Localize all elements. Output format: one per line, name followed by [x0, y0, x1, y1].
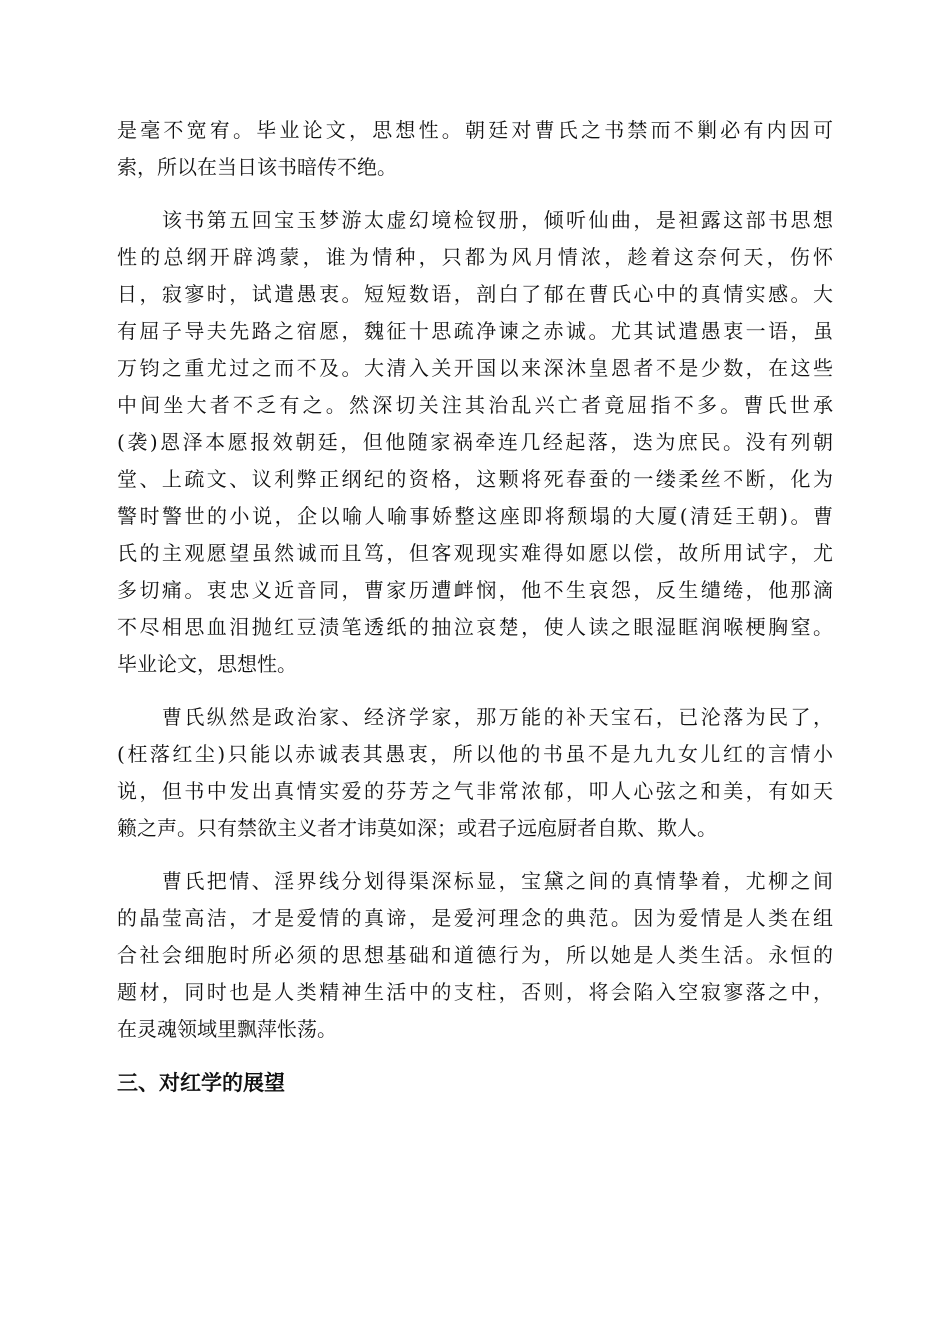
text-line: 不尽相思血泪抛红豆渍笔透纸的抽泣哀楚，使人读之眼湿眶润喉梗胸窒。	[117, 615, 833, 639]
text-line: (枉落红尘)只能以赤诚表其愚衷，所以他的书虽不是九九女儿红的言情小	[117, 742, 833, 766]
text-line: 在灵魂领域里飘萍怅荡。	[117, 1017, 337, 1041]
text-line: 曹氏纵然是政治家、经济学家，那万能的补天宝石，已沦落为民了，	[117, 705, 833, 729]
text-line: 说，但书中发出真情实爱的芬芳之气非常浓郁，叩人心弦之和美，有如天	[117, 779, 833, 803]
text-line: 是毫不宽宥。毕业论文，思想性。朝廷对曹氏之书禁而不剿必有内因可	[117, 118, 833, 142]
text-line: 籁之声。只有禁欲主义者才讳莫如深；或君子远庖厨者自欺、欺人。	[117, 816, 717, 840]
text-line: 氏的主观愿望虽然诚而且笃，但客观现实难得如愿以偿，故所用试字，尤	[117, 541, 833, 565]
text-line: 的晶莹高洁，才是爱情的真谛，是爱河理念的典范。因为爱情是人类在组	[117, 906, 833, 930]
paragraph	[117, 863, 833, 1048]
text-line: 中间坐大者不乏有之。然深切关注其治乱兴亡者竟屈指不多。曹氏世承	[117, 393, 833, 417]
text-line: 合社会细胞时所必须的思想基础和道德行为，所以她是人类生活。永恒的	[117, 943, 833, 967]
paragraph	[117, 112, 833, 186]
text-line: 警时警世的小说，企以喻人喻事娇整这座即将颓塌的大厦(清廷王朝)。曹	[117, 504, 833, 528]
text-line: 多切痛。衷忠义近音同，曹家历遭衅悯，他不生哀怨，反生缱绻，他那滴	[117, 578, 833, 602]
text-line: 性的总纲开辟鸿蒙，谁为情种，只都为风月情浓，趁着这奈何天，伤怀	[117, 245, 833, 269]
document-page	[117, 112, 833, 1101]
text-line: (袭)恩泽本愿报效朝廷，但他随家祸牵连几经起落，迭为庶民。没有列朝	[117, 430, 833, 454]
text-line: 题材，同时也是人类精神生活中的支柱，否则，将会陷入空寂寥落之中，	[117, 980, 833, 1004]
text-line: 有屈子导夫先路之宿愿，魏征十思疏净谏之赤诚。尤其试遣愚衷一语，虽	[117, 319, 833, 343]
paragraph	[117, 699, 833, 847]
text-line: 毕业论文，思想性。	[117, 652, 297, 676]
text-line: 该书第五回宝玉梦游太虚幻境检钗册，倾听仙曲，是袒露这部书思想	[117, 208, 833, 232]
section-heading: 三、对红学的展望	[117, 1070, 285, 1095]
text-line: 索，所以在当日该书暗传不绝。	[117, 155, 397, 179]
text-line: 万钧之重尤过之而不及。大清入关开国以来深沐皇恩者不是少数，在这些	[117, 356, 833, 380]
text-line: 堂、上疏文、议利弊正纲纪的资格，这颗将死春蚕的一缕柔丝不断，化为	[117, 467, 833, 491]
text-line: 曹氏把情、淫界线分划得渠深标显，宝黛之间的真情挚着，尤柳之间	[117, 869, 833, 893]
text-line: 日，寂寥时，试遣愚衷。短短数语，剖白了郁在曹氏心中的真情实感。大	[117, 282, 833, 306]
paragraph	[117, 202, 833, 683]
